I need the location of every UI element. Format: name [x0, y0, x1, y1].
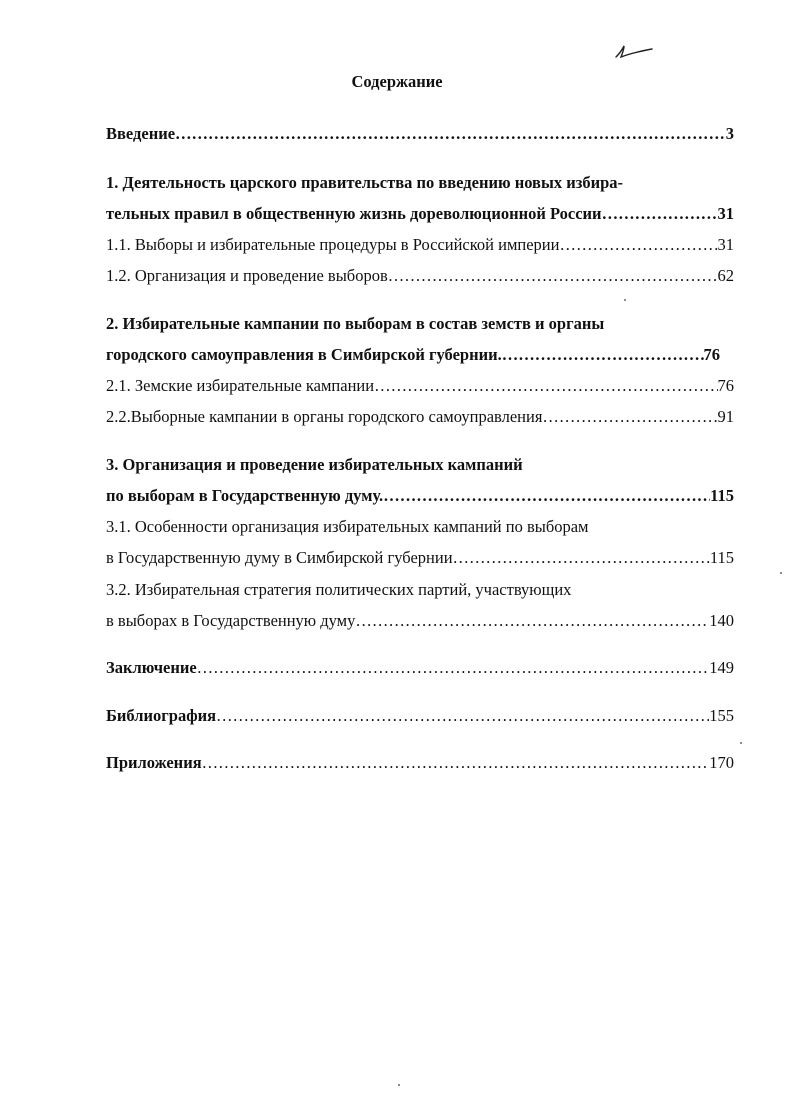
toc-chapter-2-heading: 2. Избирательные кампании по выборам в состав земств и органы: [106, 314, 605, 333]
toc-entry-page: 3: [725, 124, 734, 143]
toc-entry-page: 76: [717, 376, 734, 395]
dot-leader: [542, 407, 717, 427]
toc-entry-label: 1.2. Организация и проведение выборов: [106, 266, 388, 285]
toc-chapter-2-line-1: [106, 314, 734, 334]
toc-entry-intro: [106, 124, 734, 144]
toc-entry-page: 149: [709, 658, 734, 677]
toc-chapter-3-line-1: [106, 455, 734, 475]
toc-chapter-1: [106, 204, 734, 224]
toc-entry-label: в выборах в Государственную думу: [106, 611, 356, 630]
toc-section-3-1-heading: 3.1. Особенности организация избирательных кампаний по выборам: [106, 517, 589, 536]
dot-leader: [202, 753, 710, 773]
toc-section-3-1-line-1: [106, 517, 734, 537]
toc-appendices: [106, 753, 734, 773]
toc-entry-label: Введение: [106, 124, 176, 143]
toc-entry-page: 115: [710, 486, 734, 505]
toc-entry-label: 2.1. Земские избирательные кампании: [106, 376, 375, 395]
dot-leader: [355, 611, 709, 631]
scan-speck: [740, 742, 742, 744]
toc-section-3-2: [106, 611, 734, 631]
toc-conclusion: [106, 658, 734, 678]
toc-chapter-1-heading: 1. Деятельность царского правительства по введению новых избира-: [106, 173, 624, 192]
toc-chapter-1-line-1: [106, 173, 734, 193]
dot-leader: [453, 548, 710, 568]
toc-entry-label: Приложения: [106, 753, 202, 772]
toc-entry-page: 31: [717, 235, 734, 254]
toc-section-3-2-line-1: [106, 580, 734, 600]
scan-speck: [398, 1084, 400, 1086]
dot-leader: [388, 266, 718, 286]
dot-leader: [197, 658, 710, 678]
toc-entry-page: 62: [717, 266, 734, 285]
toc-entry-label: по выборам в Государственную думу.: [106, 486, 384, 505]
toc-section-3-1: [106, 548, 734, 568]
toc-chapter-2: [106, 345, 720, 365]
toc-section-1-2: [106, 266, 734, 286]
toc-entry-page: 140: [709, 611, 734, 630]
dot-leader: [383, 486, 710, 506]
toc-entry-label: в Государственную думу в Симбирской губернии: [106, 548, 453, 567]
toc-entry-page: 76: [703, 345, 720, 364]
toc-entry-label: Библиография: [106, 706, 217, 725]
scan-speck: [780, 572, 782, 574]
toc-entry-label: 1.1. Выборы и избирательные процедуры в Российской империи: [106, 235, 560, 254]
scan-speck: [624, 299, 626, 301]
dot-leader: [374, 376, 717, 396]
toc-section-1-1: [106, 235, 734, 255]
toc-entry-label: 2.2.Выборные кампании в органы городского самоуправления: [106, 407, 543, 426]
toc-entry-page: 155: [709, 706, 734, 725]
toc-section-3-2-heading: 3.2. Избирательная стратегия политических партий, участвующих: [106, 580, 572, 599]
handwritten-page-mark: [612, 40, 656, 62]
dot-leader: [216, 706, 709, 726]
toc-title: Содержание: [351, 72, 443, 91]
toc-chapter-3-heading: 3. Организация и проведение избирательных кампаний: [106, 455, 523, 474]
toc-entry-label: тельных правил в общественную жизнь дореволюционной России: [106, 204, 602, 223]
toc-chapter-3: [106, 486, 734, 506]
toc-entry-label: Заключение: [106, 658, 197, 677]
toc-section-2-1: [106, 376, 734, 396]
dot-leader: [559, 235, 717, 255]
toc-entry-page: 170: [709, 753, 734, 772]
toc-bibliography: [106, 706, 734, 726]
toc-entry-page: 31: [717, 204, 734, 223]
toc-section-2-2: [106, 407, 734, 427]
dot-leader: [602, 204, 718, 224]
toc-entry-page: 115: [709, 548, 734, 567]
dot-leader: [502, 345, 704, 365]
toc-entry-page: 91: [717, 407, 734, 426]
dot-leader: [175, 124, 726, 144]
toc-entry-label: городского самоуправления в Симбирской губернии.: [106, 345, 502, 364]
